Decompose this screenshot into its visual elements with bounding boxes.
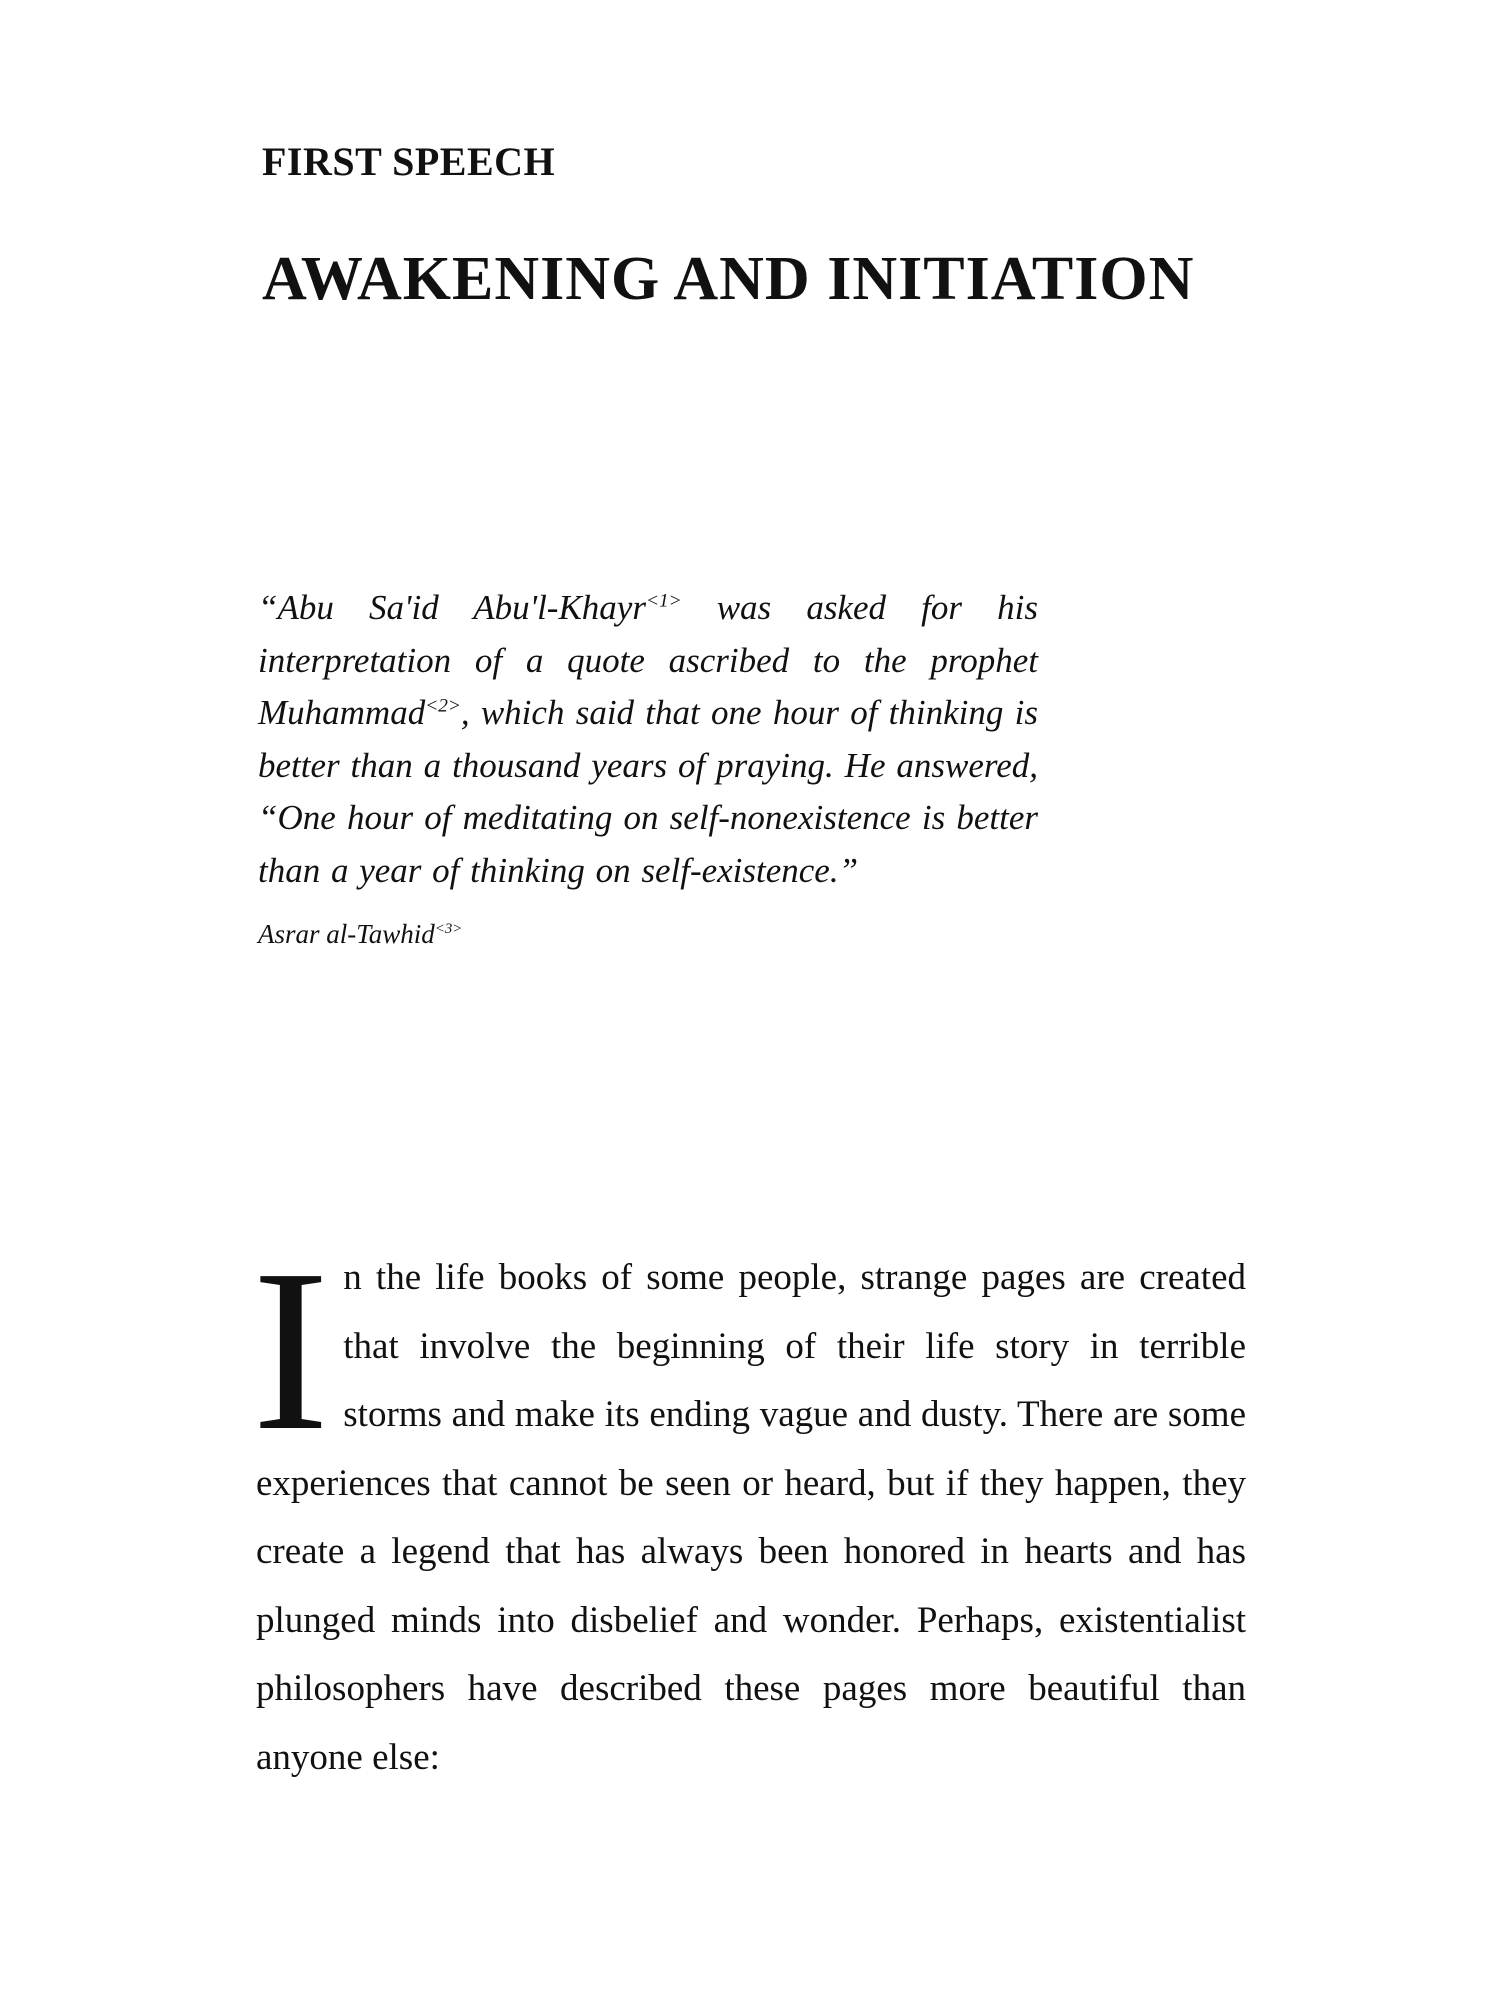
drop-cap: I	[252, 1222, 330, 1479]
footnote-ref-3: <3>	[434, 921, 463, 937]
footnote-ref-2: <2>	[425, 695, 461, 717]
epigraph-source-title: Asrar al-Tawhid	[258, 919, 435, 949]
epigraph-quote-part-3: , which said that one hour of thinking is better than a thousand years of praying. He answered, “One hour of meditating on self-nonexistence is better than a year of thinking on self-existence.”	[258, 693, 1038, 890]
epigraph-quote-part-1: “Abu Sa'id Abu'l-Khayr	[258, 588, 646, 627]
section-kicker: FIRST SPEECH	[262, 139, 556, 184]
epigraph-quote	[258, 582, 1038, 897]
epigraph	[258, 582, 1038, 952]
footnote-ref-1: <1>	[645, 590, 682, 612]
epigraph-quote-part-2: was asked for his interpretation of a quote ascribed to the prophet Muhammad	[258, 588, 1038, 732]
body-paragraph-text: n the life books of some people, strange pages are created that involve the beginning of their life story in terrible storms and make its ending vague and dusty. There are some experiences that cannot be seen or heard, but if they happen, they create a legend that has always been honored in hearts and has plunged minds into disbelief and wonder. Perhaps, existentialist philosophers have described these pages more beautiful than anyone else:	[256, 1257, 1246, 1778]
epigraph-source	[258, 917, 1038, 952]
body-paragraph	[252, 1222, 1246, 1792]
chapter-title: AWAKENING AND INITIATION	[262, 245, 1195, 313]
